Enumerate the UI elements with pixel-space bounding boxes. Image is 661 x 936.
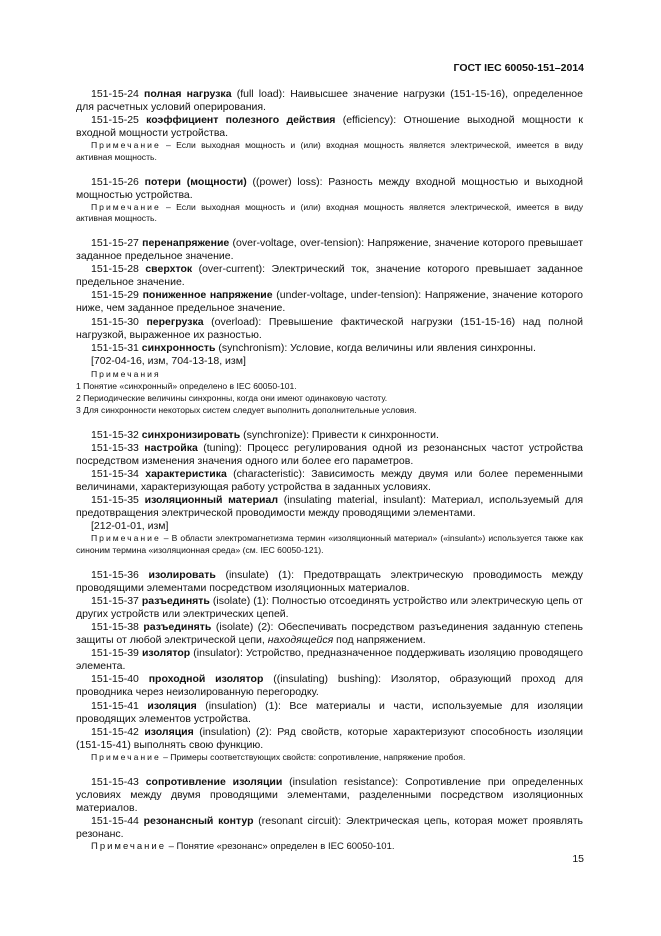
entry-151-15-24: 151-15-24 полная нагрузка (full load): Наивысшее значение нагрузки (151-15-16), определенное для расчетных условий оперирования. [76,88,583,114]
entry-151-15-42: 151-15-42 изоляция (insulation) (2): Ряд свойств, которые характеризуют способность изоляции (151-15-41) выполнять свою функцию. [76,725,583,751]
standard-header: ГОСТ IEC 60050-151–2014 [453,62,584,74]
entry-151-15-33: 151-15-33 настройка (tuning): Процесс регулирования одной из резонансных частот устройства посредством изменения значения одного или более его параметров. [76,441,583,467]
entry-151-15-36: 151-15-36 изолировать (insulate) (1): Предотвращать электрическую проводимость между проводящими элементами посредством изоляционных материалов. [76,568,583,594]
entry-151-15-27: 151-15-27 перенапряжение (over-voltage, over-tension): Напряжение, значение которого превышает заданное предельное значение. [76,236,583,263]
note-151-15-44: Примечание – Понятие «резонанс» определен в IEC 60050-101. [91,841,395,852]
entry-151-15-34: 151-15-34 характеристика (characteristic): Зависимость между двумя или более переменными величинами, характеризующая работу устройства в заданных условиях. [76,467,584,494]
entry-151-15-28: 151-15-28 сверхток (over-current): Электрический ток, значение которого превышает заданное предельное значение. [76,263,584,289]
note-151-15-25: Примечание – Если выходная мощность и (или) входная мощность является электрической, имеется в виду активная мощность. [76,140,583,162]
entry-151-15-29: 151-15-29 пониженное напряжение (under-voltage, under-tension): Напряжение, значение которого ниже, чем заданное предельное значение. [76,289,584,315]
note-151-15-26: Примечание – Если выходная мощность и (или) входная мощность является электрической, имеется в виду активная мощность. [76,201,583,224]
entry-151-15-35: 151-15-35 изоляционный материал (insulating material, insulant): Материал, используемый для предотвращения электрической проводимости между проводящими элементами. [76,494,584,520]
entry-151-15-44: 151-15-44 резонансный контур (resonant circuit): Электрическая цепь, которая может проявлять резонанс. [76,814,583,840]
page-number: 15 [572,853,584,865]
entry-151-15-31: 151-15-31 синхронность (synchronism): Условие, когда величины или явления синхронны. [91,341,536,354]
reference-151-15-31: [702-04-16, изм, 704-13-18, изм] [91,354,246,367]
note-151-15-35: Примечание – В области электромагнетизма термин «изоляционный материал» («insulant») используется также как синоним термина «изоляционная среда» (см. IEC 60050-121). [76,533,583,556]
entry-151-15-32: 151-15-32 синхронизировать (synchronize): Привести к синхронности. [91,428,439,441]
note-item-1: 1 Понятие «синхронный» определено в IEC 60050-101. [76,381,297,392]
entry-151-15-38: 151-15-38 разъединять (isolate) (2): Обеспечивать посредством разъединения заданную степень защиты от любой электрической цепи, находящейся под напряжением. [76,621,583,647]
entry-151-15-26: 151-15-26 потери (мощности) ((power) loss): Разность между входной мощностью и выходной мощностью устройства. [76,175,584,201]
entry-151-15-39: 151-15-39 изолятор (insulator): Устройство, предназначенное поддерживать изоляцию проводящего элемента. [76,647,583,673]
reference-151-15-35: [212-01-01, изм] [91,520,169,533]
note-item-2: 2 Периодические величины синхронны, когда они имеют одинаковую частоту. [76,393,388,404]
entry-151-15-30: 151-15-30 перегрузка (overload): Превышение фактической нагрузки (151-15-16) над полной нагрузкой, выраженное их разностью. [76,315,583,341]
entry-151-15-25: 151-15-25 коэффициент полезного действия (efficiency): Отношение выходной мощности к входной мощности устройства. [76,114,583,140]
note-item-3: 3 Для синхронности некоторых систем следует выполнить дополнительные условия. [76,405,417,416]
entry-151-15-41: 151-15-41 изоляция (insulation) (1): Все материалы и части, используемые для изоляции проводящих элементов устройства. [76,699,583,725]
notes-heading: Примечания [91,368,161,379]
entry-151-15-37: 151-15-37 разъединять (isolate) (1): Полностью отсоединять устройство или электрическую цепь от других устройств или электрических цепей. [76,594,583,620]
note-151-15-42: Примечание – Примеры соответствующих свойств: сопротивление, напряжение пробоя. [91,751,466,762]
entry-151-15-43: 151-15-43 сопротивление изоляции (insulation resistance): Сопротивление при определенных условиях между двумя проводящими элементами, разделенными посредством изоляционных материалов. [76,775,583,814]
entry-151-15-40: 151-15-40 проходной изолятор ((insulating) bushing): Изолятор, образующий проход для проводника через неизолированную перегородку. [76,673,583,699]
page-content [76,88,583,853]
